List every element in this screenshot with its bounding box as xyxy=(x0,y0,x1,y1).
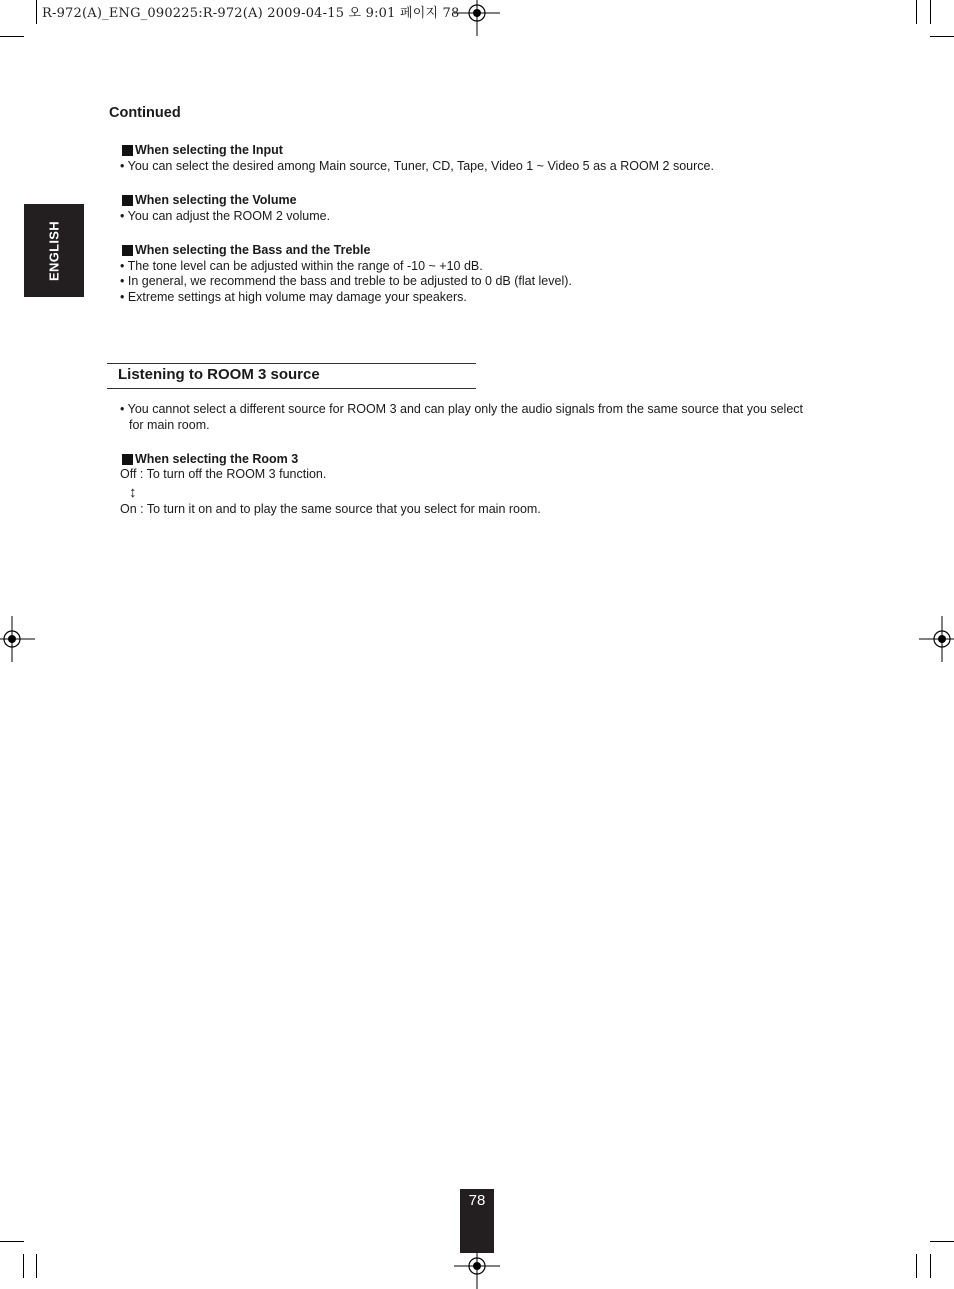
room3-heading xyxy=(122,452,298,466)
bass-treble-heading xyxy=(122,243,370,257)
volume-heading-text: When selecting the Volume xyxy=(135,193,297,207)
square-bullet-icon xyxy=(122,145,133,156)
registration-mark-icon xyxy=(919,616,954,662)
volume-heading xyxy=(122,193,297,207)
crop-mark xyxy=(23,1254,24,1278)
room3-on-line: On : To turn it on and to play the same source that you select for main room. xyxy=(120,502,541,516)
room3-intro-line: for main room. xyxy=(129,418,210,432)
crop-mark xyxy=(916,1254,917,1278)
square-bullet-icon xyxy=(122,454,133,465)
input-line: • You can select the desired among Main source, Tuner, CD, Tape, Video 1 ~ Video 5 as a ROOM 2 source. xyxy=(120,159,714,173)
crop-mark xyxy=(36,0,37,24)
square-bullet-icon xyxy=(122,195,133,206)
room3-off-line: Off : To turn off the ROOM 3 function. xyxy=(120,467,327,481)
room3-heading-text: When selecting the Room 3 xyxy=(135,452,299,466)
print-slug: R-972(A)_ENG_090225:R-972(A) 2009-04-15 오 9:01 페이지 78 xyxy=(42,6,460,21)
crop-mark xyxy=(930,0,931,24)
page-number-box xyxy=(460,1189,494,1253)
crop-mark xyxy=(36,1254,37,1278)
crop-mark xyxy=(930,1241,954,1242)
volume-line: • You can adjust the ROOM 2 volume. xyxy=(120,209,331,223)
crop-mark xyxy=(930,1254,931,1278)
registration-mark-icon xyxy=(454,0,500,36)
page-number: 78 xyxy=(468,1192,486,1209)
input-heading-text: When selecting the Input xyxy=(135,143,283,157)
registration-mark-icon xyxy=(0,616,35,662)
bass-treble-line: • Extreme settings at high volume may damage your speakers. xyxy=(120,290,467,304)
bass-treble-line: • In general, we recommend the bass and treble to be adjusted to 0 dB (flat level). xyxy=(120,274,572,288)
language-side-tab xyxy=(24,204,84,297)
crop-mark xyxy=(0,1241,24,1242)
side-tab-label: ENGLISH xyxy=(46,220,62,281)
continued-label: Continued xyxy=(109,105,181,121)
crop-mark xyxy=(0,36,24,37)
section-title-box xyxy=(107,363,476,389)
room3-intro-line: • You cannot select a different source for ROOM 3 and can play only the audio signals from the same source that you select xyxy=(120,402,804,416)
bass-treble-heading-text: When selecting the Bass and the Treble xyxy=(135,243,371,257)
input-heading xyxy=(122,143,283,157)
crop-mark xyxy=(916,0,917,24)
crop-mark xyxy=(930,36,954,37)
bass-treble-line: • The tone level can be adjusted within the range of -10 ~ +10 dB. xyxy=(120,259,483,273)
square-bullet-icon xyxy=(122,245,133,256)
section-title: Listening to ROOM 3 source xyxy=(118,366,320,383)
up-down-arrow-icon: ↕ xyxy=(129,484,137,501)
